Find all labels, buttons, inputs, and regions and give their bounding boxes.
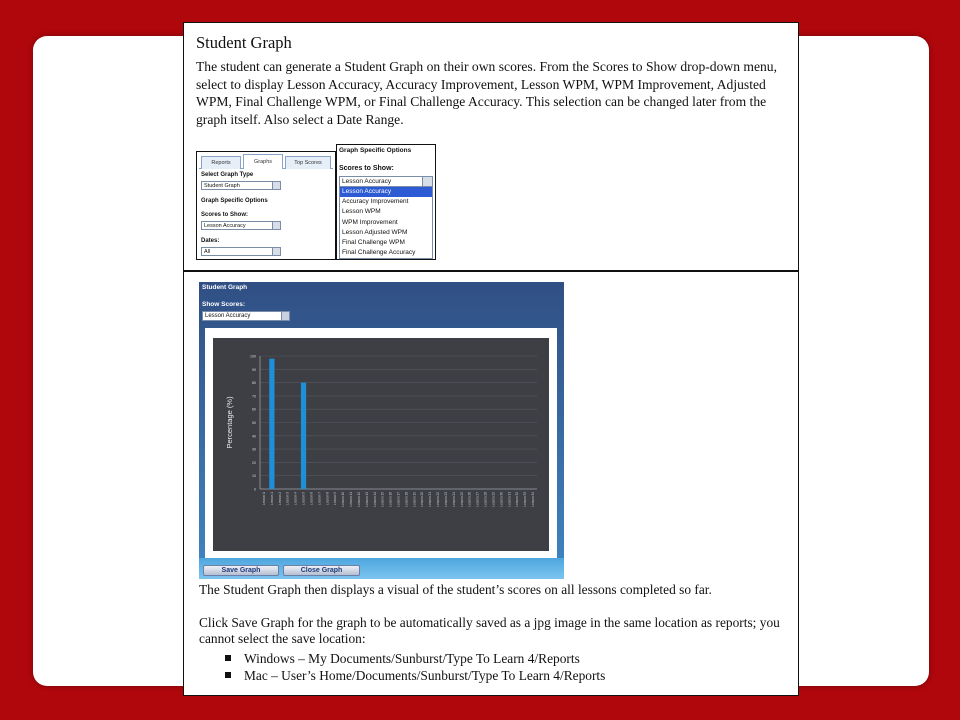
graph-type-select[interactable] — [201, 181, 281, 190]
graph-options-panel — [196, 151, 336, 260]
scores-to-show-value: Lesson Accuracy — [342, 178, 392, 185]
x-tick-label: Lesson 25 — [459, 492, 464, 507]
x-tick-label: Lesson 30 — [499, 492, 504, 507]
x-tick-label: Lesson 17 — [396, 492, 401, 507]
y-tick-label: 70 — [252, 394, 256, 399]
x-tick-label: Lesson 4 — [293, 492, 298, 505]
dropdown-option[interactable]: Lesson WPM — [342, 208, 381, 216]
list-item — [199, 667, 605, 684]
chevron-down-icon — [422, 177, 432, 186]
chevron-down-icon — [272, 248, 280, 255]
x-tick-label: Lesson 22 — [436, 492, 441, 507]
dates-value: All — [204, 249, 211, 255]
dropdown-option[interactable]: Final Challenge WPM — [342, 239, 405, 247]
x-tick-label: Lesson 23 — [443, 492, 448, 507]
scores-to-show-label: Scores to Show: — [201, 212, 249, 218]
x-tick-label: Lesson 18 — [404, 492, 409, 507]
x-tick-label: Lesson 28 — [483, 492, 488, 507]
chevron-down-icon — [281, 312, 289, 320]
chart-frame — [205, 328, 557, 558]
dropdown-option[interactable]: Lesson Accuracy — [340, 187, 432, 197]
x-tick-label: Lesson 12 — [356, 492, 361, 507]
y-tick-label: 20 — [252, 460, 256, 465]
x-tick-label: Lesson 33 — [523, 492, 528, 507]
close-graph-button[interactable]: Close Graph — [283, 565, 360, 576]
show-scores-select[interactable] — [202, 311, 290, 321]
y-tick-label: 10 — [252, 474, 256, 479]
x-tick-label: Lesson 21 — [428, 492, 433, 507]
scores-to-show-value: Lesson Accuracy — [204, 223, 246, 229]
x-tick-label: Lesson 5 — [301, 492, 306, 505]
dates-label: Dates: — [201, 238, 220, 244]
x-tick-label: Lesson 8 — [325, 492, 330, 505]
doc-top-section — [184, 23, 798, 272]
x-tick-label: Lesson 11 — [349, 492, 354, 507]
x-tick-label: Lesson 19 — [412, 492, 417, 507]
graph-options-label: Graph Specific Options — [201, 198, 268, 204]
x-tick-label: Lesson 29 — [491, 492, 496, 507]
x-tick-label: Lesson 32 — [515, 492, 520, 507]
x-tick-label: Lesson 34 — [531, 492, 536, 507]
graph-type-value: Student Graph — [204, 183, 240, 189]
graph-caption: The Student Graph then displays a visual of the student’s scores on all lessons completed so far. — [199, 582, 712, 597]
graph-button-bar — [199, 558, 564, 579]
bar — [269, 359, 274, 489]
bullet-text: Windows – My Documents/Sunburst/Type To Learn 4/Reports — [244, 651, 580, 666]
save-graph-button[interactable]: Save Graph — [203, 565, 279, 576]
tab-top-scores[interactable]: Top Scores — [285, 156, 331, 169]
tab-reports[interactable]: Reports — [201, 156, 241, 169]
dates-select[interactable] — [201, 247, 281, 256]
bullet-icon — [225, 655, 231, 661]
x-tick-label: Lesson 13 — [364, 492, 369, 507]
y-tick-label: 30 — [252, 447, 256, 452]
y-tick-label: 100 — [250, 354, 256, 359]
tab-graphs[interactable]: Graphs — [243, 154, 283, 169]
dropdown-option[interactable]: Accuracy Improvement — [342, 198, 409, 206]
dropdown-option[interactable]: WPM Improvement — [342, 218, 398, 226]
x-tick-label: Lesson A — [261, 492, 266, 506]
document-page — [183, 22, 799, 696]
graph-type-label: Select Graph Type — [201, 172, 254, 178]
x-tick-label: Lesson 26 — [467, 492, 472, 507]
x-tick-label: Lesson 31 — [507, 492, 512, 507]
x-tick-label: Lesson 10 — [341, 492, 346, 507]
scores-to-show-label: Scores to Show: — [339, 165, 394, 172]
chevron-down-icon — [272, 182, 280, 189]
tab-bar — [199, 154, 333, 169]
doc-title: Student Graph — [196, 33, 292, 52]
y-tick-label: 0 — [254, 487, 256, 492]
student-graph-window — [199, 282, 564, 579]
dropdown-option[interactable]: Final Challenge Accuracy — [342, 249, 416, 257]
y-tick-label: 40 — [252, 434, 256, 439]
scores-dropdown-panel — [336, 144, 436, 260]
bullet-text: Mac – User’s Home/Documents/Sunburst/Type To Learn 4/Reports — [244, 668, 606, 683]
bullet-icon — [225, 672, 231, 678]
save-location-list — [199, 650, 605, 684]
dropdown-option[interactable]: Lesson Adjusted WPM — [342, 228, 408, 236]
show-scores-label: Show Scores: — [202, 301, 245, 308]
save-graph-paragraph: Click Save Graph for the graph to be automatically saved as a jpg image in the same location as reports; you cannot select the save location: — [199, 615, 780, 646]
x-tick-label: Lesson 20 — [420, 492, 425, 507]
list-item — [199, 650, 605, 667]
scores-to-show-select[interactable] — [201, 221, 281, 230]
bar — [301, 383, 306, 489]
x-tick-label: Lesson 6 — [309, 492, 314, 505]
y-tick-label: 60 — [252, 407, 256, 412]
x-tick-label: Lesson 3 — [285, 492, 290, 505]
x-tick-label: Lesson 7 — [317, 492, 322, 505]
x-tick-label: Lesson 14 — [372, 492, 377, 507]
y-tick-label: 80 — [252, 381, 256, 386]
show-scores-value: Lesson Accuracy — [205, 313, 251, 319]
x-tick-label: Lesson 24 — [451, 492, 456, 507]
y-tick-label: 50 — [252, 421, 256, 425]
graph-options-header: Graph Specific Options — [339, 147, 412, 154]
x-tick-label: Lesson 15 — [380, 492, 385, 507]
y-tick-label: 90 — [252, 367, 256, 372]
graph-window-title: Student Graph — [202, 284, 248, 291]
x-tick-label: Lesson 16 — [388, 492, 393, 507]
y-axis-label: Percentage (%) — [225, 396, 234, 449]
scores-to-show-select[interactable] — [339, 176, 433, 187]
x-tick-label: Lesson 2 — [277, 492, 282, 505]
chevron-down-icon — [272, 222, 280, 229]
bar-chart — [213, 338, 549, 551]
scores-dropdown-list — [339, 187, 433, 259]
x-tick-label: Lesson 27 — [475, 492, 480, 507]
x-tick-label: Lesson 1 — [269, 492, 274, 505]
chart-area — [213, 338, 549, 551]
doc-intro-paragraph: The student can generate a Student Graph on their own scores. From the Scores to Show drop-down menu, select to display Lesson Accuracy, Accuracy Improvement, Lesson WPM, WPM Improvement, Adjusted WPM, Final Challenge WPM, or Final Challenge Accuracy. This selection can be changed later from the graph itself. Also select a Date Range. — [196, 59, 778, 127]
x-tick-label: Lesson 9 — [333, 492, 338, 505]
